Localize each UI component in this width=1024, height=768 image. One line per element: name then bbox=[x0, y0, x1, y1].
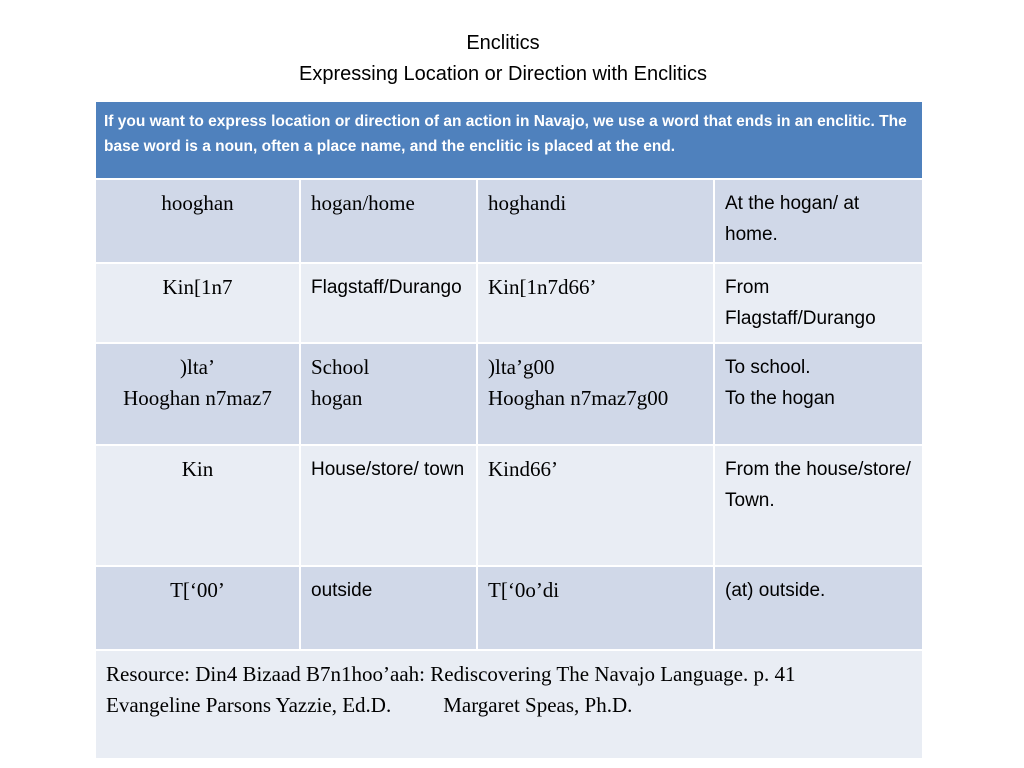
navajo-word: Hooghan n7maz7 bbox=[123, 386, 272, 410]
title-line-1: Enclitics bbox=[466, 32, 540, 54]
enclitic-word-cell bbox=[477, 263, 714, 343]
english-word: Flagstaff/Durango bbox=[311, 277, 462, 298]
navajo-word: Kin bbox=[181, 457, 214, 481]
enclitic-word: Kind66’ bbox=[488, 457, 558, 481]
navajo-word: )lta’ bbox=[180, 355, 215, 379]
navajo-word: Kin[1n7 bbox=[162, 275, 233, 299]
slide-title bbox=[0, 28, 1006, 90]
author-yazzie: Evangeline Parsons Yazzie, Ed.D. bbox=[106, 693, 392, 717]
enclitic-word-cell bbox=[477, 179, 714, 263]
enclitic-word: Hooghan n7maz7g00 bbox=[488, 386, 669, 410]
meaning-text: At the hogan/ at home. bbox=[725, 193, 860, 245]
english-word: hogan/home bbox=[311, 191, 415, 215]
navajo-word-cell bbox=[95, 566, 300, 650]
english-word: outside bbox=[311, 580, 373, 601]
table-row bbox=[95, 566, 923, 650]
meaning-text: To the hogan bbox=[725, 388, 835, 409]
meaning-cell bbox=[714, 445, 923, 566]
enclitic-word-cell bbox=[477, 566, 714, 650]
enclitic-word: Kin[1n7d66’ bbox=[488, 275, 597, 299]
enclitic-word: hoghandi bbox=[488, 191, 567, 215]
english-word: House/store/ town bbox=[311, 459, 465, 480]
meaning-text: From Flagstaff/Durango bbox=[725, 277, 876, 329]
resource-authors bbox=[106, 690, 912, 721]
meaning-cell bbox=[714, 343, 923, 445]
title-line-2: Expressing Location or Direction with Enclitics bbox=[299, 63, 707, 85]
table-row bbox=[95, 263, 923, 343]
table-row bbox=[95, 179, 923, 263]
meaning-cell bbox=[714, 179, 923, 263]
author-speas: Margaret Speas, Ph.D. bbox=[443, 693, 633, 717]
enclitics-table bbox=[94, 100, 924, 760]
enclitic-word-cell bbox=[477, 343, 714, 445]
english-word-cell bbox=[300, 343, 477, 445]
english-word-cell bbox=[300, 566, 477, 650]
english-word: hogan bbox=[311, 386, 363, 410]
navajo-word-cell bbox=[95, 263, 300, 343]
meaning-text: (at) outside. bbox=[725, 580, 826, 601]
intro-text: If you want to express location or direction of an action in Navajo, we use a word that ends in an enclitic. The base word is a noun, often a place name, and the enclitic is placed at the end. bbox=[95, 101, 923, 179]
resource-citation bbox=[95, 650, 923, 759]
english-word-cell bbox=[300, 445, 477, 566]
enclitic-word: )lta’g00 bbox=[488, 355, 555, 379]
english-word: School bbox=[311, 355, 370, 379]
resource-text: Resource: Din4 Bizaad B7n1hoo’aah: Rediscovering The Navajo Language. p. 41 bbox=[106, 662, 796, 686]
meaning-text: To school. bbox=[725, 357, 811, 378]
meaning-text: From the house/store/ Town. bbox=[725, 459, 911, 511]
english-word-cell bbox=[300, 179, 477, 263]
resource-row bbox=[95, 650, 923, 759]
table-row bbox=[95, 343, 923, 445]
navajo-word: hooghan bbox=[161, 191, 234, 215]
navajo-word-cell bbox=[95, 179, 300, 263]
table-row bbox=[95, 445, 923, 566]
enclitic-word: T[‘0o’di bbox=[488, 578, 560, 602]
intro-row bbox=[95, 101, 923, 179]
navajo-word-cell bbox=[95, 343, 300, 445]
meaning-cell bbox=[714, 263, 923, 343]
meaning-cell bbox=[714, 566, 923, 650]
navajo-word-cell bbox=[95, 445, 300, 566]
enclitic-word-cell bbox=[477, 445, 714, 566]
navajo-word: T[‘00’ bbox=[170, 578, 225, 602]
english-word-cell bbox=[300, 263, 477, 343]
